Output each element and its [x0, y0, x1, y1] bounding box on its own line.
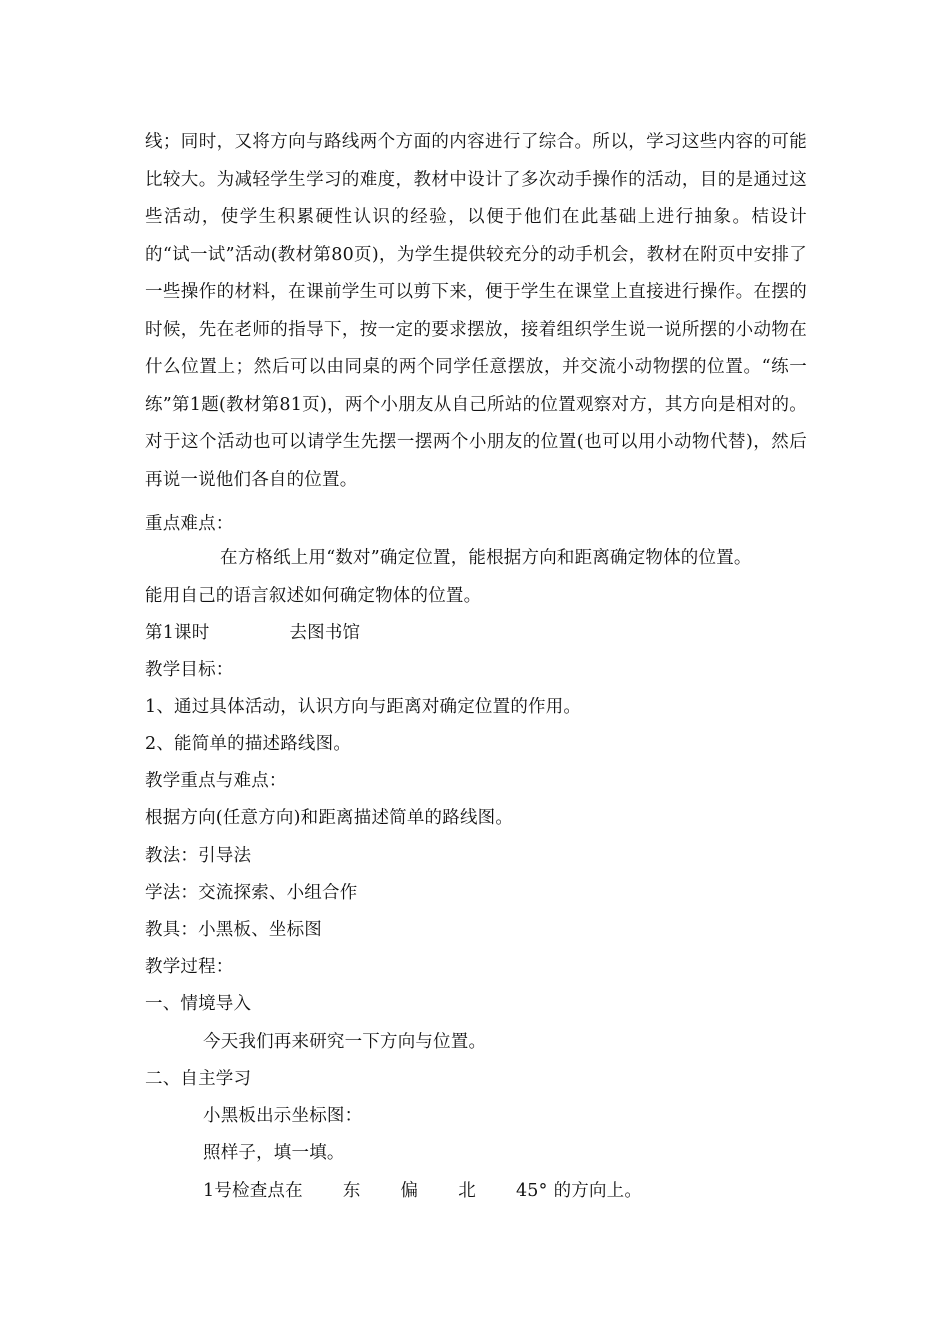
lesson-title: 去图书馆 — [289, 623, 361, 643]
teaching-method: 教法：引导法 — [145, 846, 252, 866]
example-suffix: 的方向上。 — [553, 1181, 643, 1201]
section-2-line-1: 小黑板出示坐标图： — [203, 1106, 363, 1126]
goal-2: 2、能简单的描述路线图。 — [145, 734, 352, 754]
section-2-heading: 二、自主学习 — [145, 1069, 252, 1089]
key-points-line-2: 能用自己的语言叙述如何确定物体的位置。 — [145, 586, 482, 606]
example-line — [203, 1179, 642, 1203]
section-1-text: 今天我们再来研究一下方向与位置。 — [203, 1032, 487, 1052]
section-1-heading: 一、情境导入 — [145, 994, 252, 1014]
teaching-aids: 教具：小黑板、坐标图 — [145, 920, 322, 940]
focus-heading: 教学重点与难点： — [145, 771, 287, 791]
focus-text: 根据方向(任意方向)和距离描述简单的路线图。 — [145, 808, 514, 828]
intro-paragraph: 线；同时，又将方向与路线两个方面的内容进行了综合。所以，学习这些内容的可能比较大。为减轻学生学习的难度，教材中设计了多次动手操作的活动，目的是通过这些活动，使学生积累硬性认识的经验，以便于他们在此基础上进行抽象。桔设计的“试一试”活动(教材第80页)，为学生提供较充分的动手机会，教材在附页中安排了一些操作的材料，在课前学生可以剪下来，便于学生在课堂上直接进行操作。在摆的时候，先在老师的指导下，按一定的要求摆放，接着组织学生说一说所摆的小动物在什么位置上；然后可以由同桌的两个同学任意摆放，并交流小动物摆的位置。“练一练”第1题(教材第81页)，两个小朋友从自己所站的位置观察对方，其方向是相对的。对于这个活动也可以请学生先摆一摆两个小朋友的位置(也可以用小动物代替)，然后再说一说他们各自的位置。 — [145, 132, 807, 490]
lesson-number: 第1课时 — [145, 623, 210, 643]
example-direction-3: 北 — [458, 1181, 476, 1201]
lesson-heading — [145, 621, 360, 645]
goal-1: 1、通过具体活动，认识方向与距离对确定位置的作用。 — [145, 697, 582, 717]
goals-heading: 教学目标： — [145, 660, 234, 680]
learning-method: 学法：交流探索、小组合作 — [145, 883, 358, 903]
section-2-line-2: 照样子，填一填。 — [203, 1143, 345, 1163]
example-angle: 45° — [515, 1181, 548, 1201]
example-direction-1: 东 — [342, 1181, 361, 1201]
process-heading: 教学过程： — [145, 957, 234, 977]
example-prefix: 1号检查点在 — [203, 1181, 303, 1201]
example-direction-2: 偏 — [400, 1181, 419, 1201]
key-points-heading: 重点难点： — [145, 514, 234, 534]
key-points-line-1: 在方格纸上用“数对”确定位置，能根据方向和距离确定物体的位置。 — [220, 548, 752, 568]
